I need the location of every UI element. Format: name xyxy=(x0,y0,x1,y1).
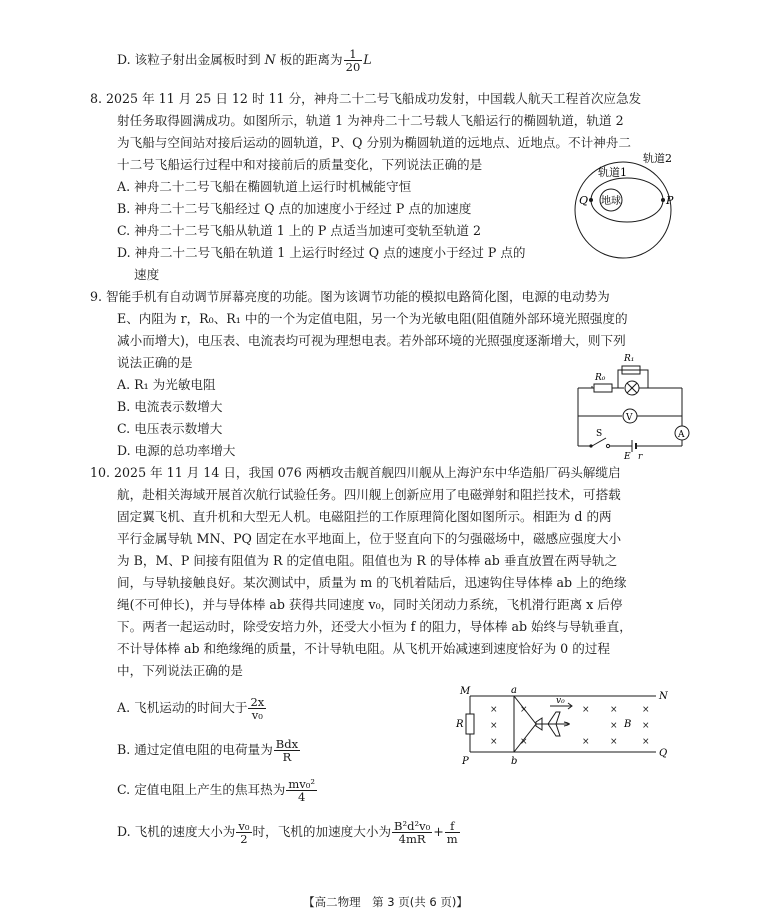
q7-option-d-l: L xyxy=(363,52,372,67)
label-b-field: B xyxy=(624,719,632,730)
frac-den: m xyxy=(446,832,458,846)
q7-option-d-n: N xyxy=(264,52,276,67)
q10-option-c xyxy=(117,778,318,803)
q7-frac-num: 1 xyxy=(344,48,363,61)
label-a: a xyxy=(511,685,517,696)
field-cross: × xyxy=(642,737,650,747)
field-cross: × xyxy=(490,705,498,715)
q8-line-1: 8. 2025 年 11 月 25 日 12 时 11 分，神舟二十二号飞船成功发射，中国载人航天工程首次应急发 xyxy=(90,91,642,106)
q10-line-4: 平行金属导轨 MN、PQ 固定在水平地面上，位于竖直向下的匀强磁场中，磁感应强度大小 xyxy=(117,531,622,546)
q10-line-9: 不计导体棒 ab 和绝缘绳的质量，不计导轨电阻。从飞机开始减速到速度恰好为 0 的过程 xyxy=(117,641,610,656)
label-r1: R₁ xyxy=(624,354,635,364)
orbit-2-label: 轨道2 xyxy=(643,152,672,165)
q8-line-4: 十二号飞船运行过程中和对接前后的质量变化，下列说法正确的是 xyxy=(117,157,483,172)
label-v: V xyxy=(626,413,633,423)
plane-icon xyxy=(536,712,570,736)
label-a: A xyxy=(678,430,685,440)
q7-option-d xyxy=(117,48,372,73)
q10-option-a xyxy=(117,696,267,721)
q8-option-a: A. 神舟二十二号飞船在椭圆轨道上运行时机械能守恒 xyxy=(117,179,412,194)
frac-den: 4mR xyxy=(398,832,426,846)
q9-option-b: B. 电流表示数增大 xyxy=(117,399,223,414)
wire-upper-right xyxy=(640,370,648,388)
frac-den: R xyxy=(282,750,292,764)
field-cross: × xyxy=(642,705,650,715)
q10-line-5: 为 B，M、P 间接有阻值为 R 的定值电阻。阻值也为 R 的导体棒 ab 垂直放置在两导轨之 xyxy=(117,553,618,568)
q10-option-d-fraction-3 xyxy=(445,820,460,845)
resistor-r xyxy=(466,714,474,734)
field-cross: × xyxy=(582,705,590,715)
q10-line-8: 下。两者一起运动时，除受安培力外，还受大小恒为 f 的阻力，导体棒 ab 始终与导轨垂直， xyxy=(117,619,632,634)
field-cross: × xyxy=(610,737,618,747)
q10-line-1: 10. 2025 年 11 月 14 日，我国 076 两栖攻击舰首舰四川舰从上海沪东中华造船厂码头解缆启 xyxy=(90,465,621,480)
q10-option-d xyxy=(117,820,461,845)
q10-option-b-text: B. 通过定值电阻的电荷量为 xyxy=(117,742,273,757)
frac-num: f xyxy=(445,820,460,833)
field-cross: × xyxy=(610,705,618,715)
q8-line-2: 射任务取得圆满成功。如图所示，轨道 1 为神舟二十二号载人飞船运行的椭圆轨道，轨道 2 xyxy=(117,113,624,128)
q10-option-b-fraction xyxy=(274,738,300,763)
q8-option-d-cont: 速度 xyxy=(134,267,160,282)
label-q: Q xyxy=(659,748,668,759)
rail-diagram xyxy=(452,684,674,766)
q8-option-d: D. 神舟二十二号飞船在轨道 1 上运行时经过 Q 点的速度小于经过 P 点的 xyxy=(117,245,526,260)
switch-contact-right xyxy=(606,444,609,447)
orbit-diagram xyxy=(565,152,687,272)
q10-option-d-fraction-2 xyxy=(392,820,432,845)
page-footer: 【高二物理 第 3 页(共 6 页)】 xyxy=(303,895,468,909)
q10-option-d-text: D. 飞机的速度大小为 xyxy=(117,824,236,839)
frac-num: Bdx xyxy=(275,737,299,751)
q7-frac-den: 20 xyxy=(345,60,361,74)
q10-option-a-fraction xyxy=(248,696,266,721)
field-cross: × xyxy=(490,737,498,747)
field-cross: × xyxy=(642,721,650,731)
field-cross: × xyxy=(490,721,498,731)
q10-option-d-plus: + xyxy=(433,824,444,839)
label-v0: v₀ xyxy=(556,696,565,706)
frac-den: 4 xyxy=(297,790,306,804)
q10-option-d-mid: 时，飞机的加速度大小为 xyxy=(252,824,392,839)
q10-option-c-text: C. 定值电阻上产生的焦耳热为 xyxy=(117,782,286,797)
orbit-1-label: 轨道1 xyxy=(598,166,627,179)
frac-den: 2 xyxy=(240,832,248,846)
q10-line-6: 间，与导轨接触良好。某次测试中，质量为 m 的飞机着陆后，迅速钩住导体棒 ab 上的绝缘 xyxy=(117,575,627,590)
q10-option-a-text: A. 飞机运动的时间大于 xyxy=(117,700,248,715)
frac-num: mv₀² xyxy=(288,777,315,791)
field-cross: × xyxy=(610,721,618,731)
q7-fraction xyxy=(344,48,363,73)
point-q-dot xyxy=(589,198,593,202)
point-p-dot xyxy=(661,198,665,202)
q9-line-1: 9. 智能手机有自动调节屏幕亮度的功能。图为该调节功能的模拟电路简化图，电源的电动势为 xyxy=(90,289,610,304)
earth-label: 地球 xyxy=(601,196,621,207)
frac-num: B²d²v₀ xyxy=(394,819,431,833)
label-r0: R₀ xyxy=(595,373,606,383)
label-r: r xyxy=(638,452,643,460)
label-r: R xyxy=(456,719,464,730)
q8-option-c: C. 神舟二十二号飞船从轨道 1 上的 P 点适当加速可变轨至轨道 2 xyxy=(117,223,481,238)
q7-option-d-text: D. 该粒子射出金属板时到 xyxy=(117,52,265,67)
q10-line-3: 固定翼飞机、直升机和大型无人机。电磁阻拦的工作原理简化图如图所示。相距为 d 的两 xyxy=(117,509,612,524)
point-q-label: Q xyxy=(579,194,589,207)
q8-option-b: B. 神舟二十二号飞船经过 Q 点的加速度小于经过 P 点的加速度 xyxy=(117,201,472,216)
frac-num: 2x xyxy=(250,695,265,709)
q10-line-7: 绳(不可伸长)，并与导体棒 ab 获得共同速度 v₀，同时关闭动力系统，飞机滑行距离 x 后停 xyxy=(117,597,623,612)
frac-num: v₀ xyxy=(238,819,250,833)
point-p-label: P xyxy=(666,194,674,207)
q9-option-d: D. 电源的总功率增大 xyxy=(117,443,236,458)
label-n: N xyxy=(659,691,668,702)
q9-option-c: C. 电压表示数增大 xyxy=(117,421,223,436)
label-b: b xyxy=(511,756,518,766)
resistor-r0 xyxy=(594,384,612,392)
switch-lever xyxy=(592,438,606,446)
field-cross: × xyxy=(520,705,528,715)
q9-line-3: 减小而增大)，电压表、电流表均可视为理想电表。若外部环境的光照强度逐渐增大，则下列 xyxy=(117,333,626,348)
field-cross: × xyxy=(582,737,590,747)
q10-option-c-fraction xyxy=(286,778,317,803)
label-m: M xyxy=(460,686,471,697)
q10-option-d-fraction-1 xyxy=(236,820,251,845)
q8-line-3: 为飞船与空间站对接后运动的圆轨道，P、Q 分别为椭圆轨道的远地点、近地点。不计神舟二 xyxy=(117,135,631,150)
label-p: P xyxy=(462,756,469,766)
q10-line-2: 航，赴相关海域开展首次航行试验任务。四川舰上创新应用了电磁弹射和阻拦技术，可搭载 xyxy=(117,487,621,502)
q7-option-d-mid: 板的距离为 xyxy=(275,52,343,67)
q9-line-4: 说法正确的是 xyxy=(117,355,193,370)
field-cross: × xyxy=(520,737,528,747)
q10-option-b xyxy=(117,738,301,763)
q10-line-10: 中，下列说法正确的是 xyxy=(117,663,243,678)
label-s: S xyxy=(596,429,603,439)
circuit-diagram xyxy=(570,348,698,460)
switch-contact-left xyxy=(589,444,592,447)
q9-line-2: E、内阻为 r，R₀、R₁ 中的一个为定值电阻，另一个为光敏电阻(阻值随外部环境光照强度的 xyxy=(117,311,628,326)
label-e: E xyxy=(624,452,631,460)
frac-den: v₀ xyxy=(251,708,263,722)
q9-option-a: A. R₁ 为光敏电阻 xyxy=(117,377,216,392)
